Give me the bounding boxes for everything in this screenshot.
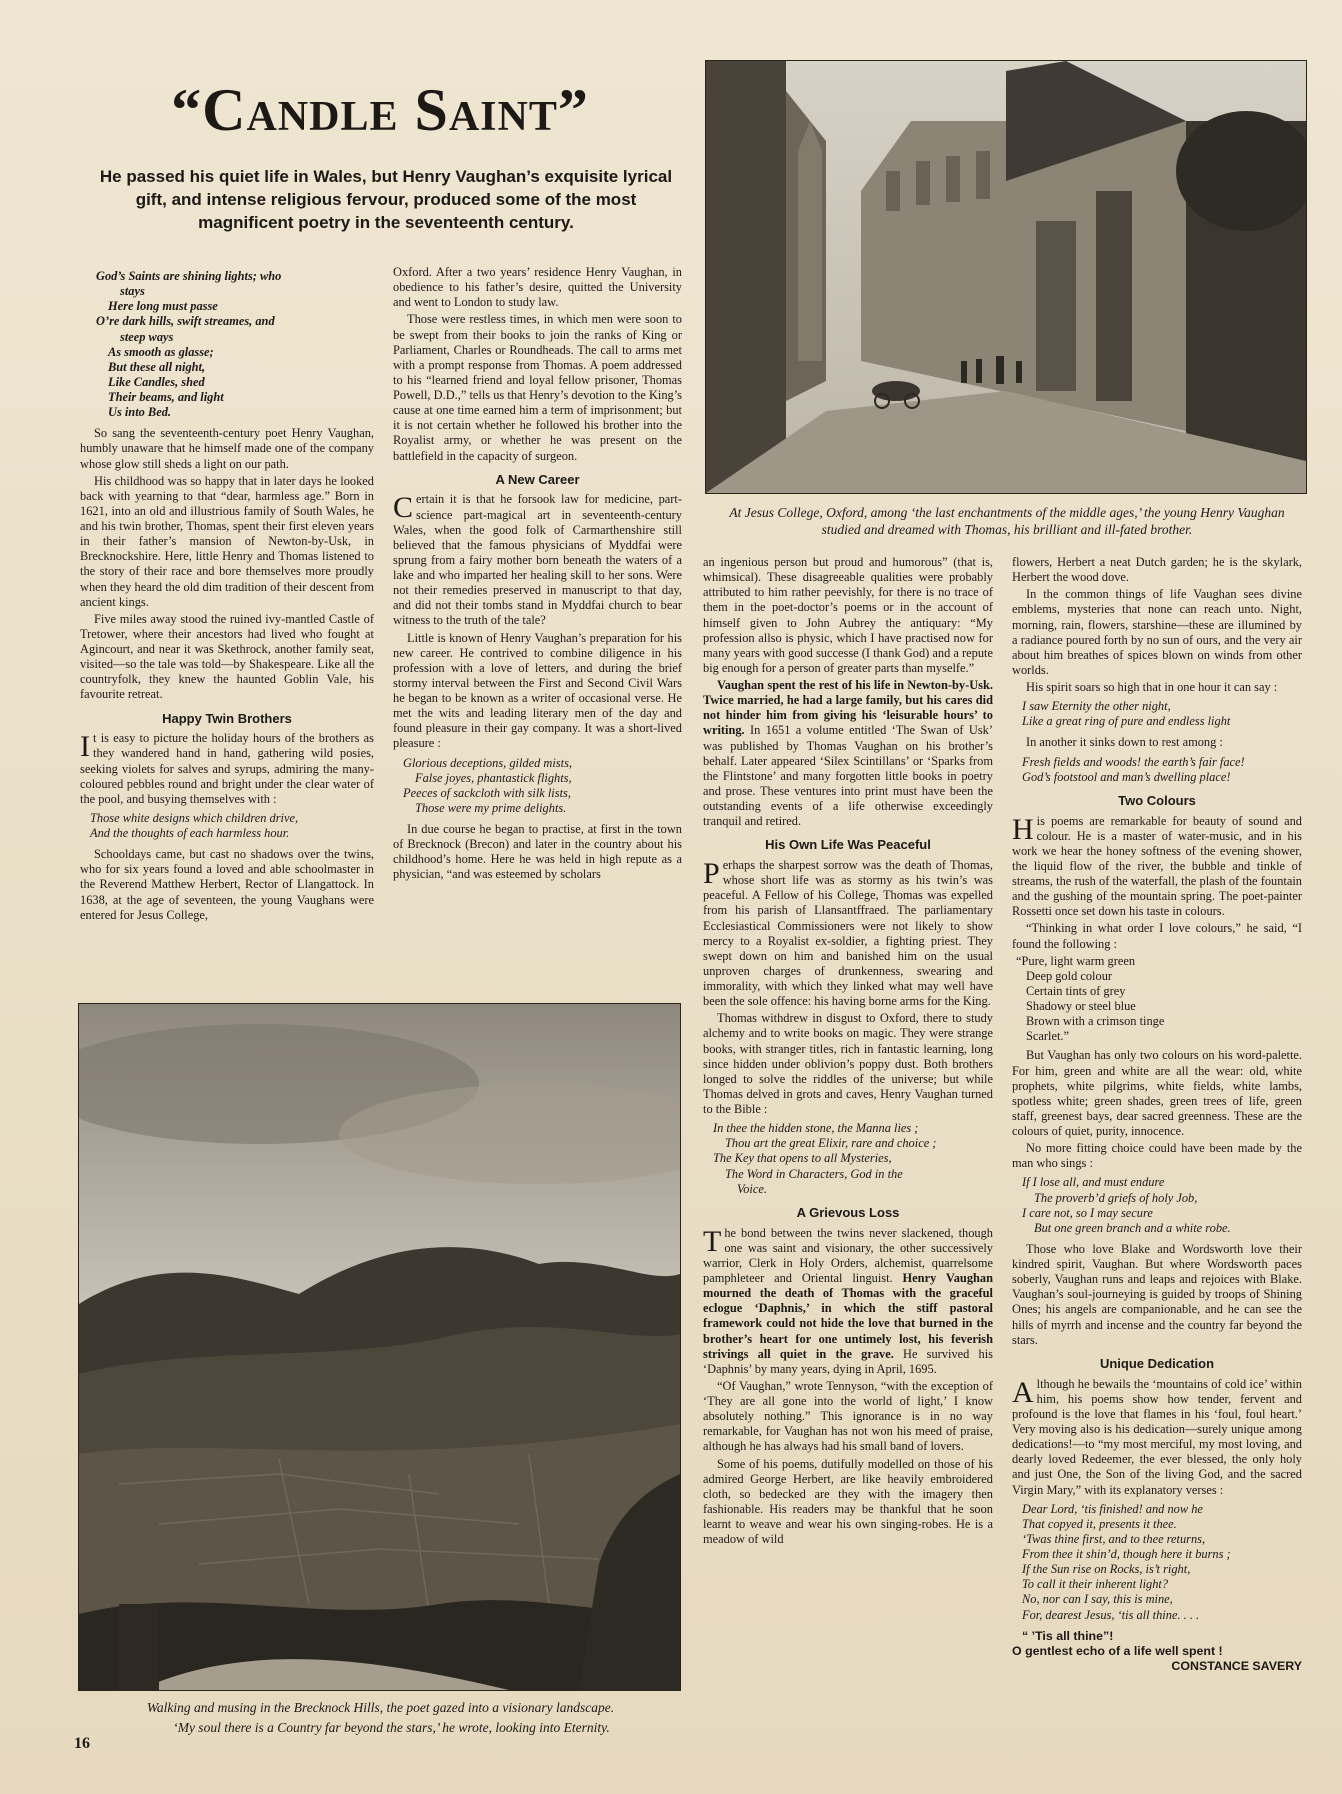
verse-line: steep ways xyxy=(120,329,174,344)
verse xyxy=(1022,1502,1302,1623)
colour-item: Shadowy or steel blue xyxy=(1026,999,1136,1014)
subheading: A New Career xyxy=(495,471,580,487)
page-number: 16 xyxy=(74,1735,90,1752)
brecknock-hills-photo xyxy=(78,1003,681,1691)
college-caption: At Jesus College, Oxford, among ‘the last enchantments of the middle ages,’ the young Henry Vaughan studied and dreamed with Thomas, his brilliant and ill-fated brother. xyxy=(729,505,1285,537)
paragraph: Little is known of Henry Vaughan’s preparation for his new career. He contrived to combine diligence in his profession with a love of letters, and during the brief stormy interval between the First and Second Civil Wars he began to be known as a writer of occasional verse. He met the wits and leading literary men of the day and found pleasure in their gay company. It was a short-lived pleasure : xyxy=(393,630,682,751)
paragraph xyxy=(703,1226,993,1377)
subheading: A Grievous Loss xyxy=(796,1204,900,1220)
paragraph xyxy=(703,678,993,829)
column-1 xyxy=(80,265,374,925)
paragraph: Certain it is that he forsook law for medicine, part-science part-magical art in seventeenth-century Wales, when the good folk of Carmarthenshire still believed that the famous physicians of Myddfai were sprung from a fairy mother born beneath the waters of a lake and who imparted her healing skill to her sons. Were not their remedies preserved in manuscript to that day, and did not their tombs stand in Myddfai church to bear witness to the truth of the tale? xyxy=(393,491,682,628)
column-2 xyxy=(393,265,682,885)
colour-item: Scarlet.” xyxy=(1026,1029,1069,1044)
verse xyxy=(90,811,374,841)
verse-line: From thee it shin’d, though here it burns ; xyxy=(1022,1547,1231,1562)
verse-line: But these all night, xyxy=(108,359,206,374)
colour-item: Brown with a crimson tinge xyxy=(1026,1014,1165,1029)
verse-line: To call it their inherent light? xyxy=(1022,1577,1169,1592)
colour-list xyxy=(1016,954,1302,1045)
colour-item: Certain tints of grey xyxy=(1026,983,1126,998)
verse-line: That copyed it, presents it thee. xyxy=(1022,1516,1177,1531)
verse-line: No, nor can I say, this is mine, xyxy=(1022,1592,1173,1607)
paragraph: Some of his poems, dutifully modelled on those of his admired George Herbert, are like heavily embroidered cloth, so bedecked are they with the imagery then fashionable. His readers may be thankful that he soon learnt to weave and wear his own singing-robes. He is a meadow of wild xyxy=(703,1456,993,1547)
paragraph: It is easy to picture the holiday hours of the brothers as they wandered hand in hand, gathering wild posies, seeking violets for salves and syrups, admiring the many-coloured pebbles round and bright under the clear water of the pool, and busying themselves with : xyxy=(80,730,374,806)
jesus-college-photo xyxy=(705,60,1307,494)
subheading: Two Colours xyxy=(1118,792,1196,808)
paragraph: flowers, Herbert a neat Dutch garden; he is the skylark, Herbert the wood dove. xyxy=(1012,555,1302,585)
closing-line: O gentlest echo of a life well spent ! xyxy=(1012,1643,1223,1658)
paragraph: In due course he began to practise, at first in the town of Brecknock (Brecon) and later in the country about his childhood’s home. Here he was held in high repute as a physician, “and was esteemed by scholars xyxy=(393,822,682,882)
paragraph: “Of Vaughan,” wrote Tennyson, “with the exception of ‘They are all gone into the world of light,’ I know absolutely nothing.” This ignorance is in no way remarkable, for Vaughan has not won his meed of praise, although he has always had his small band of lovers. xyxy=(703,1378,993,1454)
paragraph: Schooldays came, but cast no shadows over the twins, who for six years found a loved and able schoolmaster in the Reverend Matthew Herbert, Rector of Llangattock. In 1638, at the age of seventeen, the young Vaughans were entered for Jesus College, xyxy=(80,847,374,922)
verse-line: God’s footstool and man’s dwelling place! xyxy=(1022,769,1231,784)
paragraph: In another it sinks down to rest among : xyxy=(1026,735,1223,750)
verse-line: Like a great ring of pure and endless light xyxy=(1022,714,1231,729)
paragraph: Thomas withdrew in disgust to Oxford, there to study alchemy and to write books on magic. They were strange books, with stranger titles, rich in fantastic learning, long since hidden under oblivion’s poppy dust. Both brothers longed to solve the riddles of the universe; but while Thomas delved in grots and caves, Henry Vaughan turned to the Bible : xyxy=(703,1011,993,1117)
paragraph: Those were restless times, in which men were soon to be swept from their books to join the ranks of King or Parliament, Charles or Roundheads. The call to arms met with a prompt response from Thomas. A poem addressed to his “learned friend and loyal fellow prisoner, Thomas Powell, D.D.,” tells us that Henry’s devotion to the King’s cause at one time earned him a term of imprisonment; but it is not certain whether he followed his brother into the Royalist army, or whether he was present on the battlefield in the capacity of surgeon. xyxy=(393,312,682,463)
paragraph: In the common things of life Vaughan sees divine emblems, mysteries that none can reach unto. Night, morning, rain, flowers, starshine—these are illumined by a radiance poured forth by no sun of ours, and the very air about him breathes of spices blown on winds from other worlds. xyxy=(1012,587,1302,677)
verse-line: Like Candles, shed xyxy=(108,374,205,389)
column-3 xyxy=(703,555,993,1549)
verse-line: Here long must passe xyxy=(108,299,218,314)
paragraph: Perhaps the sharpest sorrow was the death of Thomas, whose short life was as stormy as his twin’s was peaceful. A Fellow of his College, Thomas was expelled from his parish of Llansantffraed. The parliamentary Ecclesiastical Commissioners were not likely to show mercy to a Royalist ex-soldier, a fighting priest. They swept down on him and banished him on the usual unproven charges of drunkenness, swearing and immorality, with which they linked what may well have been the sole offence: his having borne arms for the King. xyxy=(703,857,993,1009)
paragraph: Although he bewails the ‘mountains of cold ice’ within him, his poems show how tender, fervent and profound is the love that flames in his ‘foul, foul heart.’ Very moving also is his dedication—surely unique among dedications!—to “my most merciful, my most loving, and dearly loved Redeemer, the ever blessed, the only holy and just One, the Son of the living God, and the sacred Virgin Mary,” with its explanatory verses : xyxy=(1012,1375,1302,1497)
paragraph: But Vaughan has only two colours on his word-palette. For him, green and white are all the wear: old, white prophets, white pilgrims, white fields, white lambs, spotless white; green shades, green trees of life, green staff, greenest bays, dear sacred greenness. These are the colours of quiet, purity, innocence. xyxy=(1012,1048,1302,1139)
verse-line: The proverb’d griefs of holy Job, xyxy=(1034,1190,1198,1205)
verse xyxy=(713,1121,993,1197)
verse xyxy=(1022,755,1302,785)
verse xyxy=(1022,699,1302,729)
paragraph: an ingenious person but proud and humorous” (that is, whimsical). These disagreeable qualities were probably attributed to him rather peevishly, for there is no trace of them in the poet-doctor’s poems or in the account of himself given to John Aubrey the antiquary: “My profession allso is physic, which I have practised now for many years with good successe (I thank God) and a repute big enough for a person of greater parts than myselfe.” xyxy=(703,555,993,675)
paragraph-lead: The bond between the twins never slackened, though one was saint and visionary, the other successively warrior, Clerk in Holy Orders, alchemist, quarrelsome pamphleteer and Oriental linguist. xyxy=(703,1224,993,1286)
bold-passage: Henry Vaughan mourned the death of Thomas with the graceful eclogue ‘Daphnis,’ in which the stiff pastoral framework could not hide the love that burned in the brother’s heart for one untimely lost, his feverish strivings all quiet in the grave. xyxy=(703,1271,993,1361)
verse-line: ‘Twas thine first, and to thee returns, xyxy=(1022,1531,1206,1546)
verse-line: False joyes, phantastick flights, xyxy=(415,770,572,785)
verse-line: God’s Saints are shining lights; who xyxy=(96,269,282,283)
jesus-college-illustration xyxy=(706,61,1306,493)
paragraph: So sang the seventeenth-century poet Henry Vaughan, humbly unaware that he himself made one of the company whose glow still sheds a light on our path. xyxy=(80,426,374,471)
author-byline: CONSTANCE SAVERY xyxy=(1171,1658,1302,1673)
verse-line: Their beams, and light xyxy=(108,390,224,404)
hills-caption-line-1: Walking and musing in the Brecknock Hills, the poet gazed into a visionary landscape. xyxy=(146,1700,615,1715)
opening-verse xyxy=(96,269,374,420)
verse-line: And the thoughts of each harmless hour. xyxy=(90,826,290,841)
subheading: His Own Life Was Peaceful xyxy=(765,837,931,853)
verse-line: I care not, so I may secure xyxy=(1022,1205,1153,1220)
verse-line: Dear Lord, ‘tis finished! and now he xyxy=(1022,1501,1203,1516)
verse-line: O’re dark hills, swift streames, and xyxy=(96,314,275,329)
paragraph: His childhood was so happy that in later days he looked back with yearning to that “dear, harmless age.” Born in 1621, into an old and illustrious family of South Wales, he and his twin brother, Thomas, spent their first eleven years in their father’s mansion of Newton-by-Usk, in Brecknockshire. Here, little Henry and Thomas listened to the story of their race and bore themselves more proudly when they heard the old dim tradition of their descent from ancient kings. xyxy=(80,473,374,609)
verse-line: As smooth as glasse; xyxy=(108,344,214,359)
verse-line: I saw Eternity the other night, xyxy=(1022,699,1171,714)
verse-line: The Key that opens to all Mysteries, xyxy=(713,1151,892,1166)
verse-line: The Word in Characters, God in the xyxy=(725,1166,903,1181)
paragraph-tail: He survived his ‘Daphnis’ by many years, dying in April, 1695. xyxy=(703,1346,993,1376)
article-title: “Candle Saint” xyxy=(171,77,589,143)
brecknock-hills-illustration xyxy=(79,1004,680,1690)
colour-item: “Pure, light warm green xyxy=(1016,953,1136,968)
paragraph: Five miles away stood the ruined ivy-mantled Castle of Tretower, where their ancestors had lived who fought at Agincourt, and near it was Skethrock, another family seat, visited—so the tale was told—by Shakespeare. Like all the countryfolk, they knew the haunted Goblin Vale, his favourite retreat. xyxy=(80,611,374,702)
verse xyxy=(403,756,682,817)
colour-item: Deep gold colour xyxy=(1026,968,1113,983)
subheading: Happy Twin Brothers xyxy=(162,710,292,726)
paragraph: Oxford. After a two years’ residence Henry Vaughan, in obedience to his father’s desire, quitted the University and went to London to study law. xyxy=(393,265,682,310)
paragraph: No more fitting choice could have been made by the man who sings : xyxy=(1012,1141,1302,1171)
paragraph: “Thinking in what order I love colours,” he said, “I found the following : xyxy=(1012,921,1302,951)
verse-line: Us into Bed. xyxy=(108,405,171,420)
column-4 xyxy=(1012,555,1302,1674)
hills-caption-line-2: ‘My soul there is a Country far beyond the stars,’ he wrote, looking into Eternity. xyxy=(173,1720,610,1735)
paragraph: His poems are remarkable for beauty of sound and colour. He is a master of water-music, and in his work we hear the honey softness of the evening shower, the liquid flow of the river, the bubble and tinkle of streams, the rush of the waterfall, the plash of the fountain and the gushing of the mountain spring. The poet-painter Rossetti once set down his taste in colours. xyxy=(1012,812,1302,919)
verse-line: In thee the hidden stone, the Manna lies ; xyxy=(713,1121,919,1136)
verse-line: If I lose all, and must endure xyxy=(1022,1175,1165,1190)
verse-line: For, dearest Jesus, ‘tis all thine. . . . xyxy=(1022,1607,1200,1622)
verse-line: But one green branch and a white robe. xyxy=(1034,1220,1231,1235)
closing-quote: “ ’Tis all thine”! xyxy=(1022,1628,1114,1643)
verse xyxy=(1022,1175,1302,1236)
verse-line: Peeces of sackcloth with silk lists, xyxy=(403,785,571,800)
paragraph: Those who love Blake and Wordsworth love their kindred spirit, Vaughan. But where Wordsworth paces soberly, Vaughan runs and leaps and rejoices with Blake. Vaughan’s soul-journeying is guided by troops of Shining Ones; his angels are companionable, and he can see the hills of myrrh and incense and the country far beyond the stars. xyxy=(1012,1241,1302,1347)
verse-line: If the Sun rise on Rocks, is’t right, xyxy=(1022,1562,1191,1577)
bold-passage: Vaughan spent the rest of his life in Newton-by-Usk. Twice married, he had a large family, but his cares did not hinder him from giving his ‘leisurable hours’ to writing. xyxy=(703,678,993,738)
verse-line: stays xyxy=(120,284,145,299)
verse-line: Fresh fields and woods! the earth’s fair face! xyxy=(1022,754,1245,769)
paragraph-continuation: In 1651 a volume entitled ‘The Swan of Usk’ was published by Thomas Vaughan on his brother’s behalf. Later appeared ‘Silex Scintillans’ or ‘Sparks from the Flintstone’ and many forgotten little books in poetry and prose. These ventures into print must have been the outstanding events of a life otherwise exceedingly tranquil and retired. xyxy=(703,723,993,829)
article-standfirst: He passed his quiet life in Wales, but Henry Vaughan’s exquisite lyrical gift, and intense religious fervour, produced some of the most magnificent poetry in the seventeenth century. xyxy=(99,167,673,232)
verse-line: Glorious deceptions, gilded mists, xyxy=(403,755,572,770)
verse-line: Thou art the great Elixir, rare and choice ; xyxy=(725,1136,937,1151)
paragraph: His spirit soars so high that in one hour it can say : xyxy=(1026,680,1278,694)
verse-line: Those white designs which children drive, xyxy=(90,810,299,825)
verse-line: Those were my prime delights. xyxy=(415,800,567,815)
verse-line: Voice. xyxy=(737,1181,767,1196)
subheading: Unique Dedication xyxy=(1099,1355,1215,1371)
